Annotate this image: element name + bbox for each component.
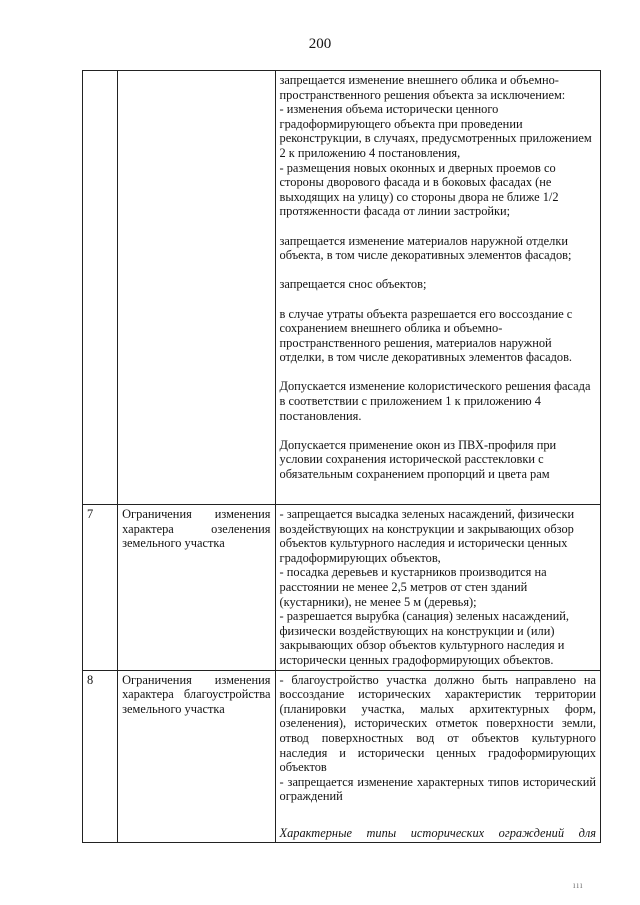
paragraph: запрещается снос объектов; bbox=[279, 277, 427, 292]
row-name-cell: Ограничения изменения характера озеленения земельного участка bbox=[118, 505, 275, 671]
table-row-7 bbox=[83, 505, 601, 671]
paragraph: запрещается изменение внешнего облика и объемно-пространственного решения объекта за исключением: - изменения объема исторически ценного градоформирующего объекта при проведении реконструкции, в случаях, предусмотренных приложением 2 к приложению 4 постановления, - размещения новых оконных и дверных проемов со стороны дворового фасада и в боковых фасадах (не выходящих на улицу) со стороны двора не ближе 1/2 протяженности фасада от линии застройки; bbox=[279, 73, 592, 219]
table-row-8 bbox=[83, 670, 601, 843]
row-number-cell: 8 bbox=[83, 670, 118, 843]
paragraph: в случае утраты объекта разрешается его воссоздание с сохранением внешнего облика и объемно-пространственного решения, материалов наружной отделки, в том числе декоративных элементов фасадов. bbox=[279, 306, 573, 365]
page-number: 200 bbox=[308, 36, 332, 52]
row-name-cell: Ограничения изменения характера благоустройства земельного участка bbox=[118, 670, 275, 843]
regulations-table bbox=[82, 70, 601, 843]
row-number-cell: 7 bbox=[83, 505, 118, 671]
row-content-cell bbox=[275, 505, 601, 671]
row-content-cell bbox=[275, 670, 601, 843]
row-name-cell bbox=[118, 71, 275, 505]
paragraph: Допускается применение окон из ПВХ-профиля при условии сохранения исторической расстекловки с обязательным сохранением пропорций и цвета рам bbox=[279, 437, 557, 482]
paragraph: - запрещается высадка зеленых насаждений, физически воздействующих на конструкции и закрывающих обзор объектов культурного наследия и исторически ценных градоформирующих объектов, - посадка деревьев и кустарников производится на расстоянии не менее 2,5 метров от стен зданий (кустарники), не менее 5 м (деревья); - разрешается вырубка (санация) зеленых насаждений, физически воздействующих на конструкции и (или) закрывающих обзор объектов культурного наследия и исторически ценных градоформирующих объектов. bbox=[279, 507, 575, 667]
paragraph: Допускается изменение колористического решения фасада в соответствии с приложением 1 к приложению 4 постановления. bbox=[279, 379, 591, 423]
italic-paragraph: Характерные типы исторических ограждений для bbox=[279, 825, 596, 840]
row-number-cell bbox=[83, 71, 118, 505]
row-content-cell bbox=[275, 71, 601, 505]
paragraph: запрещается изменение материалов наружной отделки объекта, в том числе декоративных элементов фасадов; bbox=[279, 233, 572, 263]
paragraph: - благоустройство участка должно быть направлено на воссоздание исторических характеристик территории (планировки участка, малых архитектурных форм, озеленения), исторических отметок поверхности земли, отвод поверхностных вод от объектов культурного наследия и исторически ценных градоформирующих объектов - запрещается изменение характерных типов исторический ограждений bbox=[279, 672, 596, 804]
table-row-continuation bbox=[83, 71, 601, 505]
footer-mark: ııı bbox=[573, 880, 584, 890]
